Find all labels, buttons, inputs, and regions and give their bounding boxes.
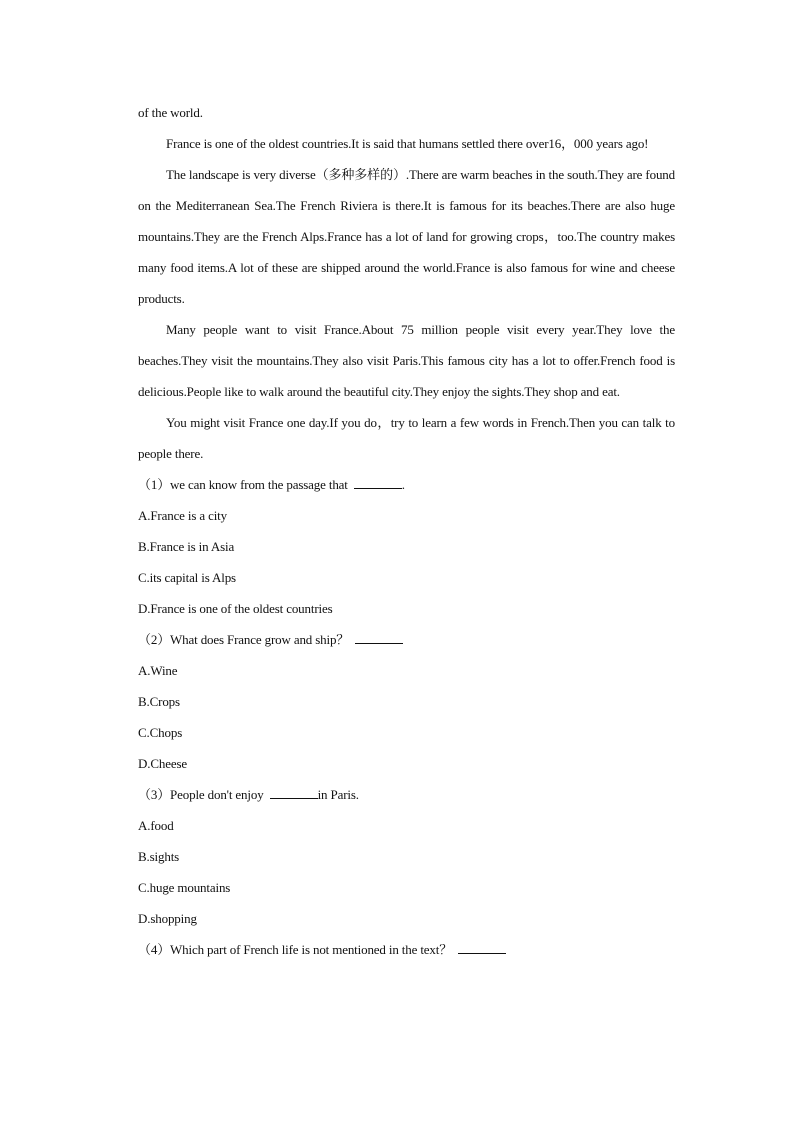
option-2a[interactable]: A.Wine — [138, 663, 178, 678]
option-1a[interactable]: A.France is a city — [138, 508, 227, 523]
option-1b[interactable]: B.France is in Asia — [138, 539, 235, 554]
option-1c[interactable]: C.its capital is Alps — [138, 570, 236, 585]
passage-paragraph-1: France is one of the oldest countries.It is said that humans settled there over16，000 years ago! — [166, 136, 649, 151]
option-3b[interactable]: B.sights — [138, 849, 180, 864]
option-2b[interactable]: B.Crops — [138, 694, 180, 709]
option-1d[interactable]: D.France is one of the oldest countries — [138, 601, 333, 616]
option-2c[interactable]: C.Chops — [138, 725, 183, 740]
question-3: （3）People don't enjoy in Paris. — [138, 779, 675, 810]
answer-blank[interactable] — [458, 939, 506, 954]
passage-continuation: of the world. — [138, 105, 203, 120]
question-2: （2）What does France grow and ship？ — [138, 624, 675, 655]
option-3d[interactable]: D.shopping — [138, 911, 197, 926]
question-1: （1）we can know from the passage that . — [138, 469, 675, 500]
option-2d[interactable]: D.Cheese — [138, 756, 187, 771]
answer-blank[interactable] — [354, 474, 402, 489]
question-4: （4）Which part of French life is not mentioned in the text？ — [138, 934, 675, 965]
passage-paragraph-2: The landscape is very diverse（多种多样的）.There are warm beaches in the south.They are found on the Mediterranean Sea.The French Riviera is there.It is famous for its beaches.There are also huge mountains.They are the French Alps.France has a lot of land for growing crops，too.The country makes many food items.A lot of these are shipped around the world.France is also famous for wine and cheese products. — [138, 167, 675, 306]
option-3a[interactable]: A.food — [138, 818, 174, 833]
passage-paragraph-4: You might visit France one day.If you do，try to learn a few words in French.Then you can talk to people there. — [138, 415, 675, 461]
document-page — [138, 97, 675, 965]
passage-paragraph-3: Many people want to visit France.About 75 million people visit every year.They love the beaches.They visit the mountains.They also visit Paris.This famous city has a lot to offer.French food is delicious.People like to walk around the beautiful city.They enjoy the sights.They shop and eat. — [138, 322, 675, 399]
option-3c[interactable]: C.huge mountains — [138, 880, 231, 895]
answer-blank[interactable] — [270, 784, 318, 799]
answer-blank[interactable] — [355, 629, 403, 644]
